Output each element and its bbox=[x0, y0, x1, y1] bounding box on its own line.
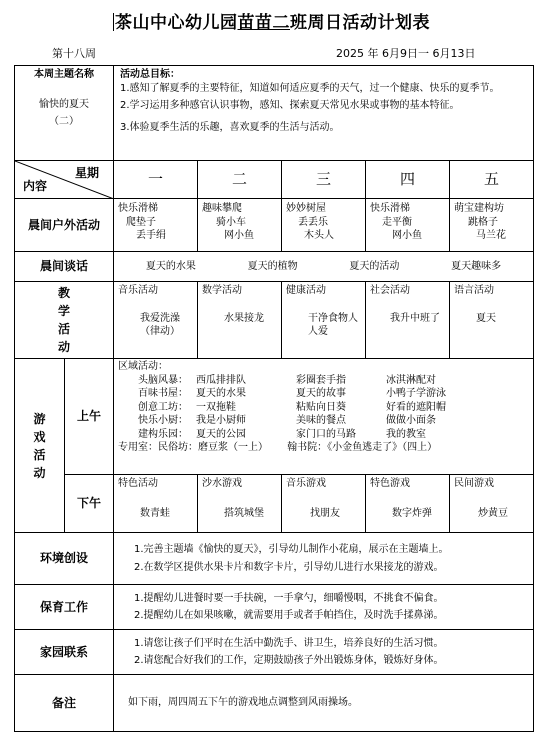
care-label: 保育工作 bbox=[15, 585, 114, 630]
game-am-row bbox=[15, 359, 534, 475]
teach-cell: 社会活动 我升中班了 bbox=[366, 282, 450, 359]
day-mon: 一 bbox=[114, 161, 198, 199]
goal-item: 2.学习运用多种感官认识事物，感知、探索夏天常见水果或事物的基本特征。 bbox=[120, 100, 460, 111]
page-title: 茶山中心幼儿园苗苗二班周日活动计划表 bbox=[115, 13, 430, 33]
day-thu: 四 bbox=[366, 161, 450, 199]
care-row bbox=[15, 585, 534, 630]
outdoor-row bbox=[15, 199, 534, 252]
home-cell: 1.请您让孩子们平时在生活中勤洗手、讲卫生，培养良好的生活习惯。 2.请您配合好我们的工作，定期鼓励孩子外出锻炼身体，锻炼好身体。 bbox=[114, 630, 534, 675]
day-tue: 二 bbox=[198, 161, 282, 199]
teach-row bbox=[15, 282, 534, 359]
pm-cell: 民间游戏 炒黄豆 bbox=[450, 475, 534, 533]
class-name: 苗苗二 bbox=[237, 13, 290, 33]
env-label: 环境创设 bbox=[15, 533, 114, 585]
zone-cell: 区域活动： 头脑风暴： 西瓜排排队 彩圈套手指 冰淇淋配对 百味书屋： 夏天的水果 夏天的故事 小鸭子学游泳 创意工坊： 一双拖鞋 粘贴向日葵 好看的遮阳帽 快乐小厨： 我是小厨师 美味的餐点 做做小面条 建构乐园： 夏天的公园 家门口的马路 我的教室 专用室：民俗坊：磨豆浆（一上） 翰书院：《小金鱼逃走了》（四上） bbox=[114, 359, 534, 475]
talk-item: 夏天的植物 bbox=[247, 260, 298, 272]
home-label: 家园联系 bbox=[15, 630, 114, 675]
outdoor-cell: 快乐滑梯 走平衡 网小鱼 bbox=[366, 199, 450, 252]
weekly-plan-table bbox=[14, 65, 534, 732]
remark-label: 备注 bbox=[15, 675, 114, 732]
home-row bbox=[15, 630, 534, 675]
talk-row bbox=[15, 252, 534, 282]
zone-row: 创意工坊： 一双拖鞋 粘贴向日葵 好看的遮阳帽 bbox=[138, 401, 446, 413]
teach-cell: 数学活动 水果接龙 bbox=[198, 282, 282, 359]
special-room: 专用室：民俗坊：磨豆浆（一上） 翰书院：《小金鱼逃走了》（四上） bbox=[118, 442, 438, 453]
outdoor-cell: 趣味攀爬 骑小车 网小鱼 bbox=[198, 199, 282, 252]
day-fri: 五 bbox=[450, 161, 534, 199]
env-cell: 1.完善主题墙《愉快的夏天》，引导幼儿制作小花扇，展示在主题墙上。 2.在数学区提供水果卡片和数字卡片，引导幼儿进行水果接龙的游戏。 bbox=[114, 533, 534, 585]
talk-item: 夏天趣味多 bbox=[451, 260, 502, 272]
goal-item: 1.感知了解夏季的主要特征，知道如何适应夏季的天气，过一个健康、快乐的夏季节。 bbox=[120, 82, 500, 94]
theme-name: 愉快的夏天 bbox=[39, 98, 89, 110]
text-cursor bbox=[113, 13, 114, 31]
pm-cell: 特色游戏 数字炸弹 bbox=[366, 475, 450, 533]
zone-row: 建构乐园： 夏天的公园 家门口的马路 我的教室 bbox=[138, 428, 426, 440]
date-range: 2025 年 6月9日一 6月13日 bbox=[336, 47, 476, 60]
outdoor-label: 晨间户外活动 bbox=[15, 199, 114, 252]
theme-row bbox=[15, 66, 534, 161]
remark-row bbox=[15, 675, 534, 732]
remark-cell: 如下雨，周四周五下午的游戏地点调整到风雨操场。 bbox=[114, 675, 534, 732]
day-wed: 三 bbox=[282, 161, 366, 199]
week-number: 第十八周 bbox=[52, 47, 96, 60]
outdoor-cell: 快乐滑梯 爬垫子 丢手绢 bbox=[114, 199, 198, 252]
talk-item: 夏天的水果 bbox=[145, 260, 196, 272]
zone-row: 百味书屋： 夏天的水果 夏天的故事 小鸭子学游泳 bbox=[138, 388, 446, 399]
pm-cell: 特色活动 数青蛙 bbox=[114, 475, 198, 533]
diagonal-header: 星期 内容 bbox=[15, 161, 114, 199]
talk-label: 晨间谈话 bbox=[15, 252, 114, 282]
game-pm-row bbox=[15, 475, 534, 533]
talk-cell bbox=[114, 252, 534, 282]
outdoor-cell: 妙妙树屋 丢丢乐 木头人 bbox=[282, 199, 366, 252]
teach-label: 教 学 活 动 bbox=[15, 282, 114, 359]
theme-cell: 本周主题名称 愉快的夏天 （二） bbox=[15, 66, 114, 161]
care-cell: 1.提醒幼儿进餐时要一手扶碗，一手拿勺，细嚼慢咽，不挑食不偏食。 2.提醒幼儿在如果咳嗽，就需要用手或者手帕挡住，及时洗手揉鼻涕。 bbox=[114, 585, 534, 630]
weekday-row bbox=[15, 161, 534, 199]
pm-cell: 音乐游戏 找朋友 bbox=[282, 475, 366, 533]
pm-label: 下午 bbox=[65, 475, 114, 533]
zone-row: 头脑风暴： 西瓜排排队 彩圈套手指 冰淇淋配对 bbox=[138, 374, 436, 386]
env-row bbox=[15, 533, 534, 585]
talk-item: 夏天的活动 bbox=[349, 260, 400, 272]
game-label: 游 戏 活 动 bbox=[15, 359, 65, 533]
am-label: 上午 bbox=[65, 359, 114, 475]
teach-cell: 语言活动 夏天 bbox=[450, 282, 534, 359]
goal-item: 3.体验夏季生活的乐趣，喜欢夏季的生活与活动。 bbox=[120, 121, 340, 133]
teach-cell: 健康活动 干净食物人人爱 bbox=[282, 282, 366, 359]
pm-cell: 沙水游戏 搭筑城堡 bbox=[198, 475, 282, 533]
zone-row: 快乐小厨： 我是小厨师 美味的餐点 做做小面条 bbox=[138, 415, 436, 426]
goals-cell: 活动总目标： 1.感知了解夏季的主要特征，知道如何适应夏季的天气，过一个健康、快乐的夏季节。 2.学习运用多种感官认识事物，感知、探索夏天常见水果或事物的基本特征。 3.体验夏季生活的乐趣，喜欢夏季的生活与活动。 bbox=[114, 66, 534, 161]
outdoor-cell: 萌宝建构坊 跳格子 马兰花 bbox=[450, 199, 534, 252]
teach-cell: 音乐活动 我爱洗澡（律动） bbox=[114, 282, 198, 359]
